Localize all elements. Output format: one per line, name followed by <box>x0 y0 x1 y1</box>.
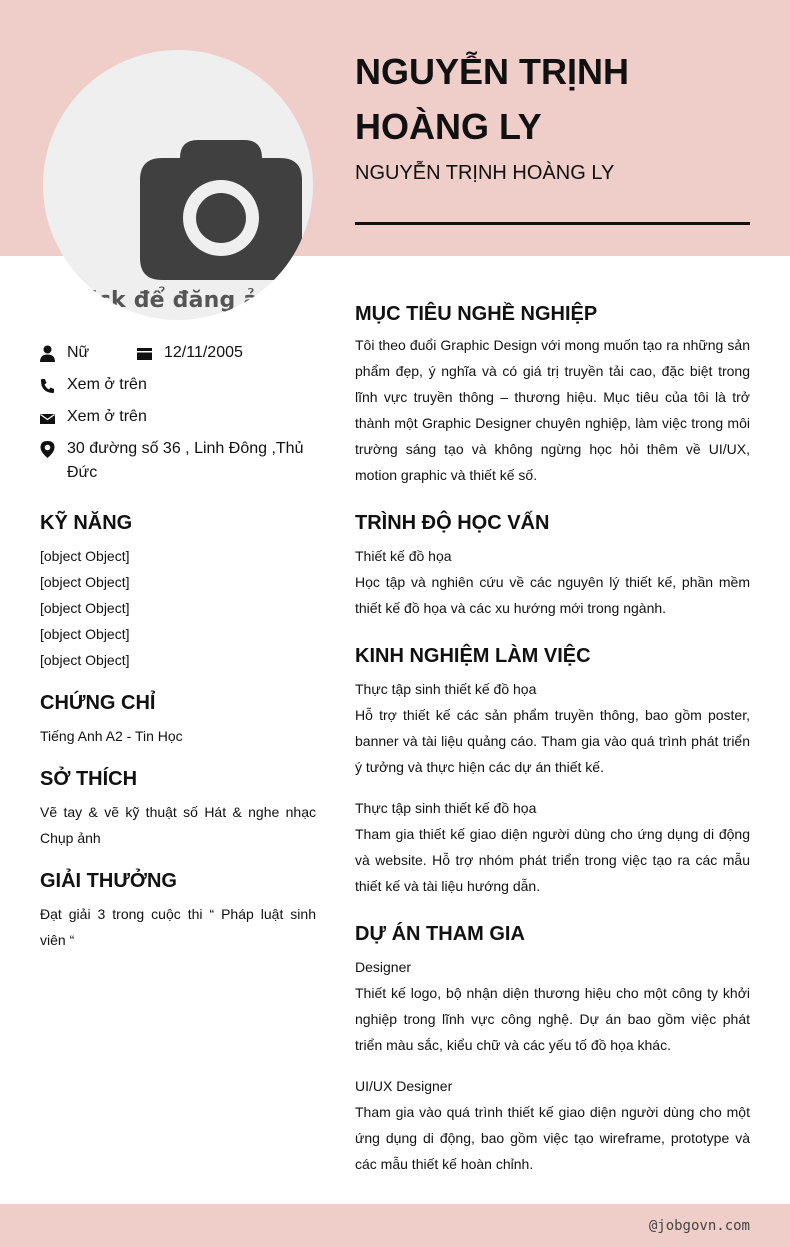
skill-item: [object Object] <box>40 600 130 616</box>
education-major: Thiết kế đồ họa <box>355 548 452 564</box>
footer-watermark: @jobgovn.com <box>648 1218 750 1234</box>
avatar-upload[interactable] <box>43 50 313 320</box>
certificates-title: CHỨNG CHỈ <box>40 692 156 714</box>
experience-text: Hỗ trợ thiết kế các sản phẩm truyền thông, bao gồm poster, banner và tài liệu quảng cáo. Tham gia vào quá trình phát triển ý tưởng và thực hiện các dự án thiết kế. <box>355 707 750 775</box>
education-text: Học tập và nghiên cứu về các nguyên lý thiết kế, phần mềm thiết kế đồ họa và các xu hướng mới trong ngành. <box>355 574 750 616</box>
education-title: TRÌNH ĐỘ HỌC VẤN <box>355 512 550 534</box>
address-row <box>40 437 317 485</box>
email-text: Xem ở trên <box>67 408 147 425</box>
name-divider <box>355 222 750 225</box>
skill-item: [object Object] <box>40 548 130 564</box>
certificates-text: Tiếng Anh A2 - Tin Học <box>40 728 183 744</box>
awards-title: GIẢI THƯỞNG <box>40 870 177 892</box>
skill-item: [object Object] <box>40 574 130 590</box>
hobbies-text: Vẽ tay & vẽ kỹ thuật số Hát & nghe nhạc Chụp ảnh <box>40 804 316 846</box>
calendar-icon <box>137 345 152 362</box>
project-text: Tham gia vào quá trình thiết kế giao diện người dùng cho một ứng dụng di động, bao gồm việc tạo wireframe, prototype và các mẫu thiết kế hoàn chỉnh. <box>355 1104 750 1172</box>
gender-row <box>40 341 243 365</box>
awards-text: Đạt giải 3 trong cuộc thi “ Pháp luật sinh viên “ <box>40 906 316 948</box>
gender-text: Nữ <box>67 344 90 361</box>
phone-icon <box>40 377 55 394</box>
skill-item: [object Object] <box>40 652 130 668</box>
skills-title: KỸ NĂNG <box>40 512 133 534</box>
name-subtitle: NGUYỄN TRỊNH HOÀNG LY <box>355 162 615 184</box>
project-role: UI/UX Designer <box>355 1078 453 1094</box>
email-row <box>40 405 147 429</box>
name-title: NGUYỄN TRỊNH HOÀNG LY <box>355 51 630 147</box>
experience-text: Tham gia thiết kế giao diện người dùng cho ứng dụng di động và website. Hỗ trợ nhóm phát triển trong việc tạo ra các mẫu thiết kế và tài liệu hướng dẫn. <box>355 826 750 894</box>
location-pin-icon <box>40 441 55 458</box>
projects-title: DỰ ÁN THAM GIA <box>355 923 525 945</box>
experience-title: KINH NGHIỆM LÀM VIỆC <box>355 645 591 667</box>
phone-text: Xem ở trên <box>67 376 147 393</box>
camera-icon <box>140 140 302 280</box>
footer-band <box>0 1204 790 1247</box>
experience-role: Thực tập sinh thiết kế đồ họa <box>355 800 537 816</box>
objective-text: Tôi theo đuổi Graphic Design với mong muốn tạo ra những sản phẩm đẹp, ý nghĩa và có giá trị truyền tải cao, đặc biệt trong lĩnh vực truyền thông – thương hiệu. Mục tiêu của tôi là trở thành một Graphic Designer chuyên nghiệp, làm việc trong môi trường sáng tạo và không ngừng học hỏi thêm về UI/UX, motion graphic và thiết kế số. <box>355 337 750 483</box>
envelope-icon <box>40 409 55 426</box>
avatar-caption: Click để đăng ảnh <box>65 288 291 313</box>
objective-title: MỤC TIÊU NGHỀ NGHIỆP <box>355 303 598 325</box>
project-text: Thiết kế logo, bộ nhận diện thương hiệu cho một công ty khởi nghiệp trong lĩnh vực công nghệ. Dự án bao gồm việc phát triển màu sắc, kiểu chữ và các yếu tố đồ họa khác. <box>355 985 750 1053</box>
hobbies-title: SỞ THÍCH <box>40 768 138 790</box>
experience-role: Thực tập sinh thiết kế đồ họa <box>355 681 537 697</box>
person-icon <box>40 345 55 362</box>
skill-item: [object Object] <box>40 626 130 642</box>
project-role: Designer <box>355 959 412 975</box>
phone-row <box>40 373 147 397</box>
address-text: 30 đường số 36 , Linh Đông ,Thủ Đức <box>67 440 304 481</box>
birthday-text: 12/11/2005 <box>164 344 243 361</box>
